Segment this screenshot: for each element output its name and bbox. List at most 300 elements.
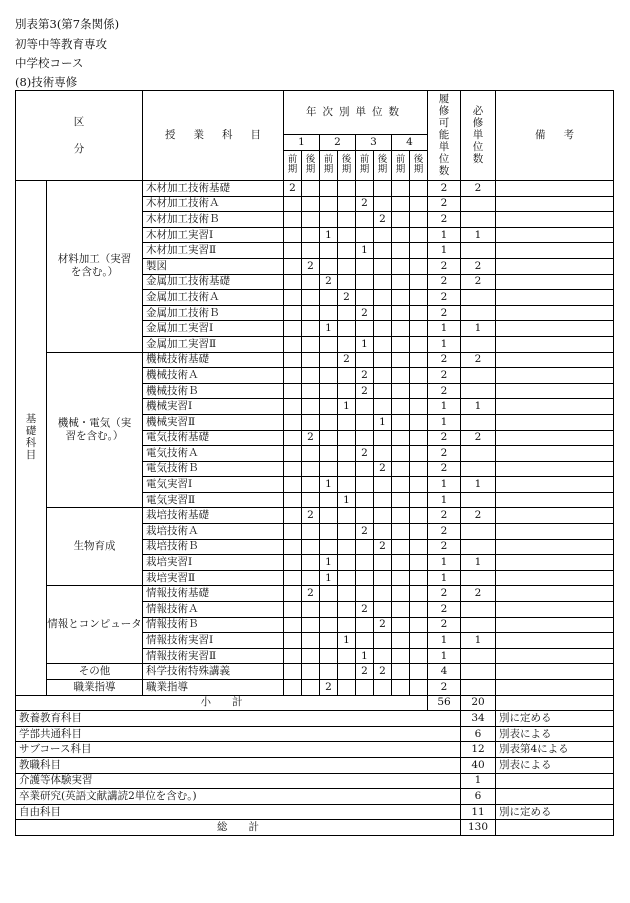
credit-cell: [338, 617, 356, 633]
grp-vocational: 職業指導: [47, 680, 143, 696]
credit-cell: [392, 181, 410, 197]
elective-credits: 1: [428, 492, 461, 508]
summary-row: [16, 726, 614, 742]
summary-required: 1: [461, 773, 496, 789]
total-required: 130: [461, 820, 496, 836]
credit-cell: [374, 321, 392, 337]
total-row: [16, 820, 614, 836]
subtotal-elective: 56: [428, 695, 461, 711]
grp-materials: 材料加工（実習を含む。）: [47, 181, 143, 353]
credit-cell: 2: [356, 602, 374, 618]
required-credits: 2: [461, 258, 496, 274]
credit-cell: [392, 196, 410, 212]
credit-cell: [338, 461, 356, 477]
remarks-cell: [496, 508, 614, 524]
remarks-cell: [496, 617, 614, 633]
remarks-cell: [496, 602, 614, 618]
credit-cell: [320, 461, 338, 477]
subject-name: 木材加工実習Ⅰ: [143, 227, 284, 243]
remarks-cell: [496, 570, 614, 586]
credit-cell: [284, 383, 302, 399]
semester-header-y2-second: [338, 151, 356, 181]
summary-remarks: 別表第4による: [496, 742, 614, 758]
subject-name: 情報技術実習Ⅰ: [143, 633, 284, 649]
summary-remarks: 別に定める: [496, 804, 614, 820]
semester-label: 後期: [413, 154, 424, 175]
required-credits: 1: [461, 227, 496, 243]
elective-credits: 2: [428, 430, 461, 446]
subject-name: 栽培実習Ⅱ: [143, 570, 284, 586]
required-credits: [461, 336, 496, 352]
credit-cell: [410, 181, 428, 197]
semester-header-y3-first: [356, 151, 374, 181]
subject-name: 金属加工技術基礎: [143, 274, 284, 290]
credit-cell: [284, 586, 302, 602]
subject-name: 機械実習Ⅰ: [143, 399, 284, 415]
credit-cell: 2: [356, 368, 374, 384]
credit-cell: [410, 336, 428, 352]
elective-credits: 1: [428, 336, 461, 352]
elective-credits: 2: [428, 212, 461, 228]
credit-cell: [356, 633, 374, 649]
kubun-label: 区: [73, 115, 85, 128]
summary-required: 34: [461, 711, 496, 727]
credit-cell: [302, 368, 320, 384]
summary-label: 教職科目: [16, 757, 461, 773]
semester-label: 前期: [287, 154, 298, 175]
credit-cell: [302, 461, 320, 477]
credit-cell: 1: [356, 243, 374, 259]
credit-cell: [284, 430, 302, 446]
summary-remarks: 別表による: [496, 757, 614, 773]
required-credits: [461, 664, 496, 680]
credit-cell: [284, 633, 302, 649]
summary-required: 40: [461, 757, 496, 773]
elective-credits: 1: [428, 227, 461, 243]
credit-cell: [356, 477, 374, 493]
credit-cell: [374, 243, 392, 259]
credit-cell: [392, 399, 410, 415]
credit-cell: [302, 492, 320, 508]
credit-cell: [284, 524, 302, 540]
credit-cell: [410, 461, 428, 477]
credit-cell: 2: [356, 196, 374, 212]
credit-cell: [356, 430, 374, 446]
credit-cell: [356, 461, 374, 477]
credit-cell: [410, 555, 428, 571]
credit-cell: [392, 430, 410, 446]
credit-cell: 1: [320, 570, 338, 586]
credit-cell: [374, 602, 392, 618]
credit-cell: [320, 633, 338, 649]
elective-credits: 2: [428, 446, 461, 462]
elective-credits: 2: [428, 352, 461, 368]
credit-cell: [374, 305, 392, 321]
credit-cell: [374, 290, 392, 306]
elective-credits: 1: [428, 243, 461, 259]
elective-credits: 1: [428, 555, 461, 571]
table-row: [16, 680, 614, 696]
credit-cell: [374, 274, 392, 290]
header-line-3: 中学校コース: [15, 56, 84, 70]
credit-cell: [338, 648, 356, 664]
credit-cell: [338, 414, 356, 430]
subject-name: 金属加工実習Ⅱ: [143, 336, 284, 352]
required-credits: [461, 602, 496, 618]
header-yearly: [284, 91, 428, 135]
credit-cell: [284, 368, 302, 384]
credit-cell: [284, 414, 302, 430]
subject-name: 電気実習Ⅱ: [143, 492, 284, 508]
credit-cell: [392, 477, 410, 493]
summary-row: [16, 742, 614, 758]
credit-cell: [410, 648, 428, 664]
credit-cell: [356, 539, 374, 555]
summary-label: 卒業研究(英語文献講読2単位を含む。): [16, 789, 461, 805]
credit-cell: [284, 508, 302, 524]
remarks-cell: [496, 336, 614, 352]
credit-cell: [374, 336, 392, 352]
credit-cell: 2: [338, 290, 356, 306]
credit-cell: [320, 539, 338, 555]
remarks-cell: [496, 212, 614, 228]
credit-cell: 2: [374, 664, 392, 680]
kubun-label-2: 分: [73, 142, 85, 155]
required-credits: [461, 570, 496, 586]
header-elective: [428, 91, 461, 181]
credit-cell: [320, 492, 338, 508]
summary-label: 介護等体験実習: [16, 773, 461, 789]
subject-name: 栽培実習Ⅰ: [143, 555, 284, 571]
subject-name: 情報技術基礎: [143, 586, 284, 602]
credit-cell: [320, 617, 338, 633]
credit-cell: [284, 461, 302, 477]
remarks-cell: [496, 399, 614, 415]
semester-label: 後期: [305, 154, 316, 175]
credit-cell: [338, 227, 356, 243]
credit-cell: [302, 570, 320, 586]
credit-cell: [392, 586, 410, 602]
elective-credits: 2: [428, 290, 461, 306]
credit-cell: [392, 664, 410, 680]
remarks-cell: [496, 352, 614, 368]
remarks-cell: [496, 227, 614, 243]
subtotal-label: 小 計: [16, 695, 428, 711]
credit-cell: 2: [320, 680, 338, 696]
credit-cell: 2: [302, 508, 320, 524]
summary-remarks: [496, 789, 614, 805]
summary-row: [16, 789, 614, 805]
credit-cell: 2: [338, 352, 356, 368]
credit-cell: [392, 508, 410, 524]
summary-remarks: 別表による: [496, 726, 614, 742]
remarks-cell: [496, 181, 614, 197]
credit-cell: [302, 399, 320, 415]
elective-credits: 2: [428, 617, 461, 633]
credit-cell: [302, 648, 320, 664]
credit-cell: [302, 290, 320, 306]
credit-cell: [410, 492, 428, 508]
required-credits: [461, 617, 496, 633]
credit-cell: [356, 508, 374, 524]
credit-cell: [374, 258, 392, 274]
credit-cell: [392, 539, 410, 555]
credit-cell: [284, 555, 302, 571]
credit-cell: [338, 446, 356, 462]
remarks-cell: [496, 446, 614, 462]
table-row: [16, 181, 614, 197]
credit-cell: [284, 477, 302, 493]
credit-cell: 2: [374, 212, 392, 228]
credit-cell: 1: [320, 321, 338, 337]
credit-cell: [338, 508, 356, 524]
remarks-cell: [496, 680, 614, 696]
credit-cell: [284, 305, 302, 321]
remarks-cell: [496, 290, 614, 306]
subject-name: 金属加工技術Ａ: [143, 290, 284, 306]
credit-cell: [392, 633, 410, 649]
remarks-cell: [496, 274, 614, 290]
credit-cell: 1: [320, 477, 338, 493]
credit-cell: 2: [374, 617, 392, 633]
credit-cell: [356, 181, 374, 197]
header-required: [461, 91, 496, 181]
elective-credits: 2: [428, 368, 461, 384]
credit-cell: [392, 258, 410, 274]
summary-label: サブコース科目: [16, 742, 461, 758]
semester-header-y4-first: [392, 151, 410, 181]
credit-cell: [356, 680, 374, 696]
credit-cell: [410, 570, 428, 586]
summary-label: 学部共通科目: [16, 726, 461, 742]
remarks-cell: [496, 196, 614, 212]
year-2-header: 2: [320, 135, 356, 151]
subject-name: 電気技術基礎: [143, 430, 284, 446]
credit-cell: 1: [356, 336, 374, 352]
required-credits: [461, 539, 496, 555]
subject-name: 機械技術基礎: [143, 352, 284, 368]
credit-cell: [338, 602, 356, 618]
credit-cell: [392, 368, 410, 384]
required-credits: 1: [461, 477, 496, 493]
credit-cell: [338, 524, 356, 540]
credit-cell: 1: [356, 648, 374, 664]
semester-label: 前期: [395, 154, 406, 175]
required-credits: [461, 492, 496, 508]
remarks-cell: [496, 383, 614, 399]
required-credits: 2: [461, 274, 496, 290]
credit-cell: [320, 524, 338, 540]
credit-cell: [392, 555, 410, 571]
remarks-cell: [496, 664, 614, 680]
table-row: [16, 586, 614, 602]
credit-cell: [410, 274, 428, 290]
credit-cell: [374, 196, 392, 212]
credit-cell: [302, 212, 320, 228]
credit-cell: [374, 648, 392, 664]
required-header-label: 必修単位数: [472, 105, 484, 165]
required-credits: 1: [461, 399, 496, 415]
year-3-header: 3: [356, 135, 392, 151]
credit-cell: [320, 336, 338, 352]
subject-name: 情報技術Ａ: [143, 602, 284, 618]
credit-cell: [302, 321, 320, 337]
credit-cell: [356, 570, 374, 586]
credit-cell: [320, 290, 338, 306]
remarks-cell: [496, 648, 614, 664]
credit-cell: [320, 648, 338, 664]
credit-cell: [320, 243, 338, 259]
credit-cell: [338, 196, 356, 212]
required-credits: 1: [461, 321, 496, 337]
credit-cell: [392, 290, 410, 306]
credit-cell: [338, 430, 356, 446]
summary-required: 6: [461, 726, 496, 742]
credit-cell: [338, 477, 356, 493]
credit-cell: [320, 430, 338, 446]
credit-cell: [284, 680, 302, 696]
credit-cell: [284, 212, 302, 228]
semester-header-y3-second: [374, 151, 392, 181]
credit-cell: [320, 383, 338, 399]
subject-name: 木材加工技術基礎: [143, 181, 284, 197]
table-row: [16, 664, 614, 680]
header-remarks: [496, 91, 614, 181]
required-credits: [461, 212, 496, 228]
summary-row: [16, 757, 614, 773]
subject-name: 木材加工実習Ⅱ: [143, 243, 284, 259]
credit-cell: [356, 617, 374, 633]
credit-cell: [392, 305, 410, 321]
required-credits: 2: [461, 586, 496, 602]
credit-cell: [392, 602, 410, 618]
required-credits: 2: [461, 352, 496, 368]
elective-credits: 1: [428, 570, 461, 586]
credit-cell: [356, 290, 374, 306]
credit-cell: [410, 212, 428, 228]
semester-header-y1-first: [284, 151, 302, 181]
credit-cell: 2: [356, 383, 374, 399]
remarks-cell: [496, 524, 614, 540]
credit-cell: [338, 212, 356, 228]
credit-cell: [284, 664, 302, 680]
remarks-cell: [496, 368, 614, 384]
credit-cell: [356, 212, 374, 228]
credit-cell: [338, 570, 356, 586]
summary-row: [16, 804, 614, 820]
grp-info: 情報とコンピュータ: [47, 586, 143, 664]
credit-cell: [356, 586, 374, 602]
credit-cell: [410, 227, 428, 243]
credit-cell: [338, 181, 356, 197]
semester-label: 後期: [341, 154, 352, 175]
required-credits: [461, 446, 496, 462]
credit-cell: [284, 617, 302, 633]
credit-cell: [284, 570, 302, 586]
credit-cell: [320, 414, 338, 430]
credit-cell: 2: [356, 446, 374, 462]
subject-name: 科学技術特殊講義: [143, 664, 284, 680]
credit-cell: [284, 321, 302, 337]
subject-name: 栽培技術Ａ: [143, 524, 284, 540]
credit-cell: [392, 680, 410, 696]
credit-cell: [374, 227, 392, 243]
credit-cell: 2: [356, 664, 374, 680]
subtotal-row: [16, 695, 614, 711]
credit-cell: [410, 524, 428, 540]
credit-cell: [320, 602, 338, 618]
remarks-cell: [496, 258, 614, 274]
credit-cell: [374, 368, 392, 384]
credit-cell: [302, 383, 320, 399]
elective-credits: 2: [428, 539, 461, 555]
credit-cell: 2: [302, 258, 320, 274]
credit-cell: [338, 243, 356, 259]
credit-cell: [302, 181, 320, 197]
credit-cell: [410, 446, 428, 462]
elective-credits: 2: [428, 602, 461, 618]
grp-other: その他: [47, 664, 143, 680]
elective-credits: 2: [428, 181, 461, 197]
credit-cell: [302, 539, 320, 555]
required-credits: [461, 461, 496, 477]
credit-cell: [338, 383, 356, 399]
semester-label: 後期: [377, 154, 388, 175]
credit-cell: [302, 633, 320, 649]
remarks-header-label: 備考: [535, 129, 592, 141]
credit-cell: [338, 555, 356, 571]
credit-cell: [374, 399, 392, 415]
summary-remarks: [496, 773, 614, 789]
subject-name: 木材加工技術Ｂ: [143, 212, 284, 228]
credit-cell: [410, 477, 428, 493]
credit-cell: [338, 368, 356, 384]
credit-cell: [392, 336, 410, 352]
credit-cell: [320, 368, 338, 384]
credit-cell: [374, 446, 392, 462]
credit-cell: [320, 446, 338, 462]
credit-cell: [338, 586, 356, 602]
required-credits: 2: [461, 430, 496, 446]
elective-credits: 2: [428, 305, 461, 321]
credit-cell: 2: [302, 430, 320, 446]
remarks-cell: [496, 586, 614, 602]
elective-header-label: 履修可能単位数: [438, 93, 450, 177]
elective-credits: 2: [428, 586, 461, 602]
credit-cell: [392, 352, 410, 368]
credit-cell: [356, 321, 374, 337]
credit-cell: [302, 602, 320, 618]
subject-header-label: 授業科目: [165, 129, 279, 141]
subject-name: 栽培技術Ｂ: [143, 539, 284, 555]
credit-cell: 2: [356, 305, 374, 321]
subject-name: 情報技術実習Ⅱ: [143, 648, 284, 664]
credit-cell: 2: [284, 181, 302, 197]
credit-cell: [410, 633, 428, 649]
remarks-cell: [496, 243, 614, 259]
credit-cell: [410, 430, 428, 446]
credit-cell: [410, 258, 428, 274]
elective-credits: 2: [428, 680, 461, 696]
credit-cell: [392, 446, 410, 462]
elective-credits: 1: [428, 633, 461, 649]
table-row: [16, 508, 614, 524]
credit-cell: [374, 586, 392, 602]
credit-cell: [410, 664, 428, 680]
credit-cell: 1: [338, 633, 356, 649]
credit-cell: [374, 383, 392, 399]
credit-cell: [392, 617, 410, 633]
